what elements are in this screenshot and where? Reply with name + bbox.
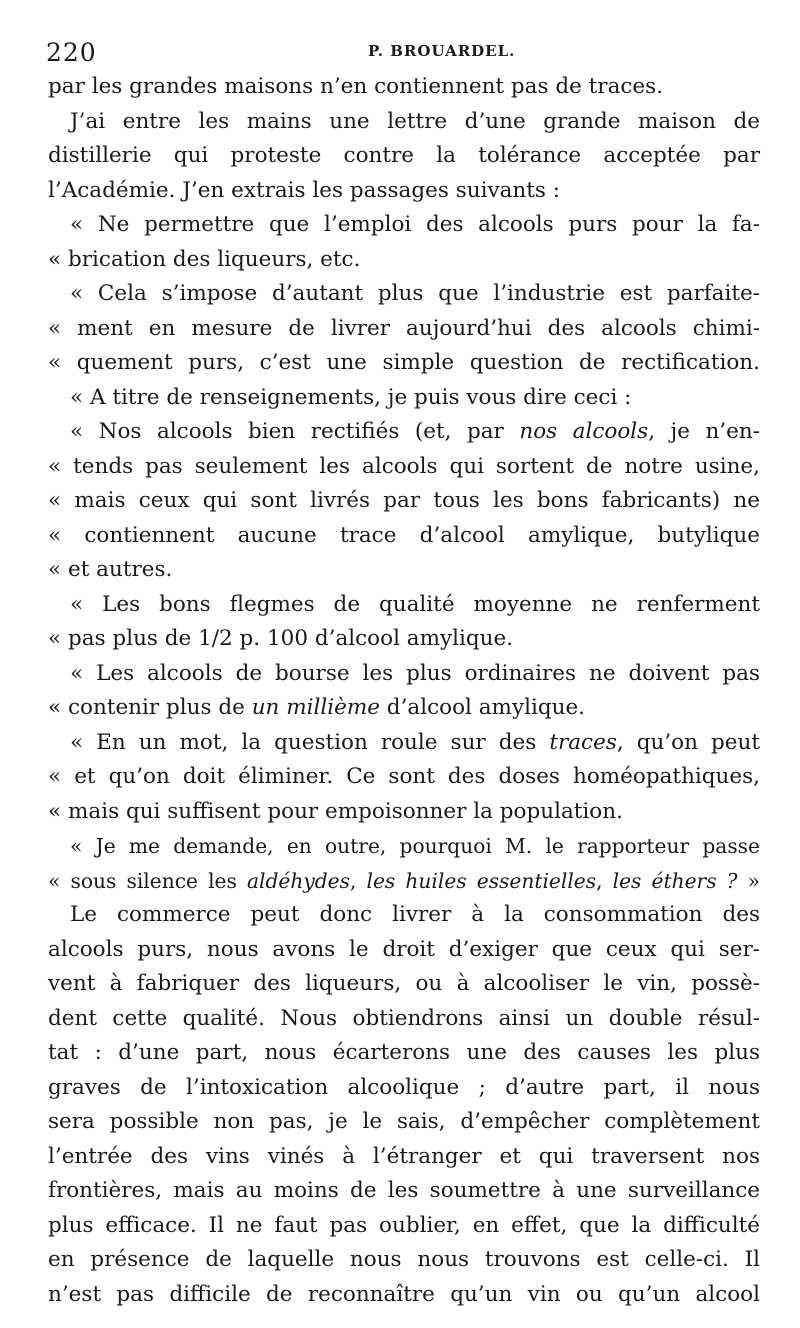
text-line: « et autres. — [48, 557, 173, 582]
text-line: « pas plus de 1/2 p. 100 d’alcool amylique. — [48, 626, 514, 651]
text-line: vent à fabriquer des liqueurs, ou à alcooliser le vin, possè- — [48, 971, 760, 996]
text-line: « Je me demande, en outre, pourquoi M. le rapporteur passe — [70, 834, 760, 858]
text-line: « et qu’on doit éliminer. Ce sont des doses homéopathiques, — [48, 764, 760, 789]
text-line: « quement purs, c’est une simple question de rectification. — [48, 350, 760, 375]
text-line: Le commerce peut donc livrer à la consommation des — [70, 902, 760, 927]
text-line: « tends pas seulement les alcools qui sortent de notre usine, — [48, 453, 760, 479]
text-line: « ment en mesure de livrer aujourd’hui des alcools chimi- — [48, 315, 760, 341]
text-line: « sous silence les aldéhydes, les huiles essentielles, les éthers ? » — [48, 868, 760, 893]
text-line: « Cela s’impose d’autant plus que l’industrie est parfaite- — [70, 281, 760, 306]
text-line: l’entrée des vins vinés à l’étranger et qui traversent nos — [48, 1143, 760, 1169]
text-line: distillerie qui proteste contre la tolérance acceptée par — [48, 143, 760, 168]
text-line: sera possible non pas, je le sais, d’empêcher complètement — [48, 1109, 760, 1134]
page-number: 220 — [46, 38, 97, 67]
text-line: « Les alcools de bourse les plus ordinaires ne doivent pas — [70, 660, 760, 686]
text-line: « Les bons flegmes de qualité moyenne ne renferment — [70, 591, 760, 617]
text-line: n’est pas difficile de reconnaître qu’un vin ou qu’un alcool — [48, 1281, 760, 1307]
text-line: « Ne permettre que l’emploi des alcools purs pour la fa- — [70, 212, 760, 237]
text-line: « brication des liqueurs, etc. — [48, 246, 361, 272]
text-line: l’Académie. J’en extrais les passages suivants : — [48, 177, 561, 203]
text-line: par les grandes maisons n’en contiennent pas de traces. — [48, 74, 664, 99]
text-line: frontières, mais au moins de les soumettre à une surveillance — [48, 1178, 760, 1203]
body-text — [48, 70, 760, 1312]
text-line: « Nos alcools bien rectifiés (et, par nos alcools, je n’en- — [70, 419, 760, 444]
text-line: graves de l’intoxication alcoolique ; d’autre part, il nous — [48, 1074, 760, 1100]
running-head: P. BROUARDEL. — [368, 42, 516, 60]
text-line: « mais ceux qui sont livrés par tous les bons fabricants) ne — [48, 488, 760, 513]
text-line: J’ai entre les mains une lettre d’une grande maison de — [70, 108, 760, 134]
text-line: plus efficace. Il ne faut pas oublier, en effet, que la difficulté — [48, 1212, 760, 1238]
text-line: « mais qui suffisent pour empoisonner la population. — [48, 798, 623, 824]
text-line: « contiennent aucune trace d’alcool amylique, butylique — [48, 522, 760, 548]
text-line: tat : d’une part, nous écarterons une des causes les plus — [48, 1040, 760, 1065]
page-header — [40, 34, 760, 68]
text-line: « En un mot, la question roule sur des traces, qu’on peut — [70, 729, 760, 755]
text-line: « contenir plus de un millième d’alcool amylique. — [48, 695, 586, 720]
text-line: alcools purs, nous avons le droit d’exiger que ceux qui ser- — [48, 936, 760, 962]
text-line: « A titre de renseignements, je puis vous dire ceci : — [70, 384, 632, 410]
text-line: dent cette qualité. Nous obtiendrons ainsi un double résul- — [48, 1005, 760, 1031]
text-line: en présence de laquelle nous nous trouvons est celle-ci. Il — [48, 1247, 760, 1272]
